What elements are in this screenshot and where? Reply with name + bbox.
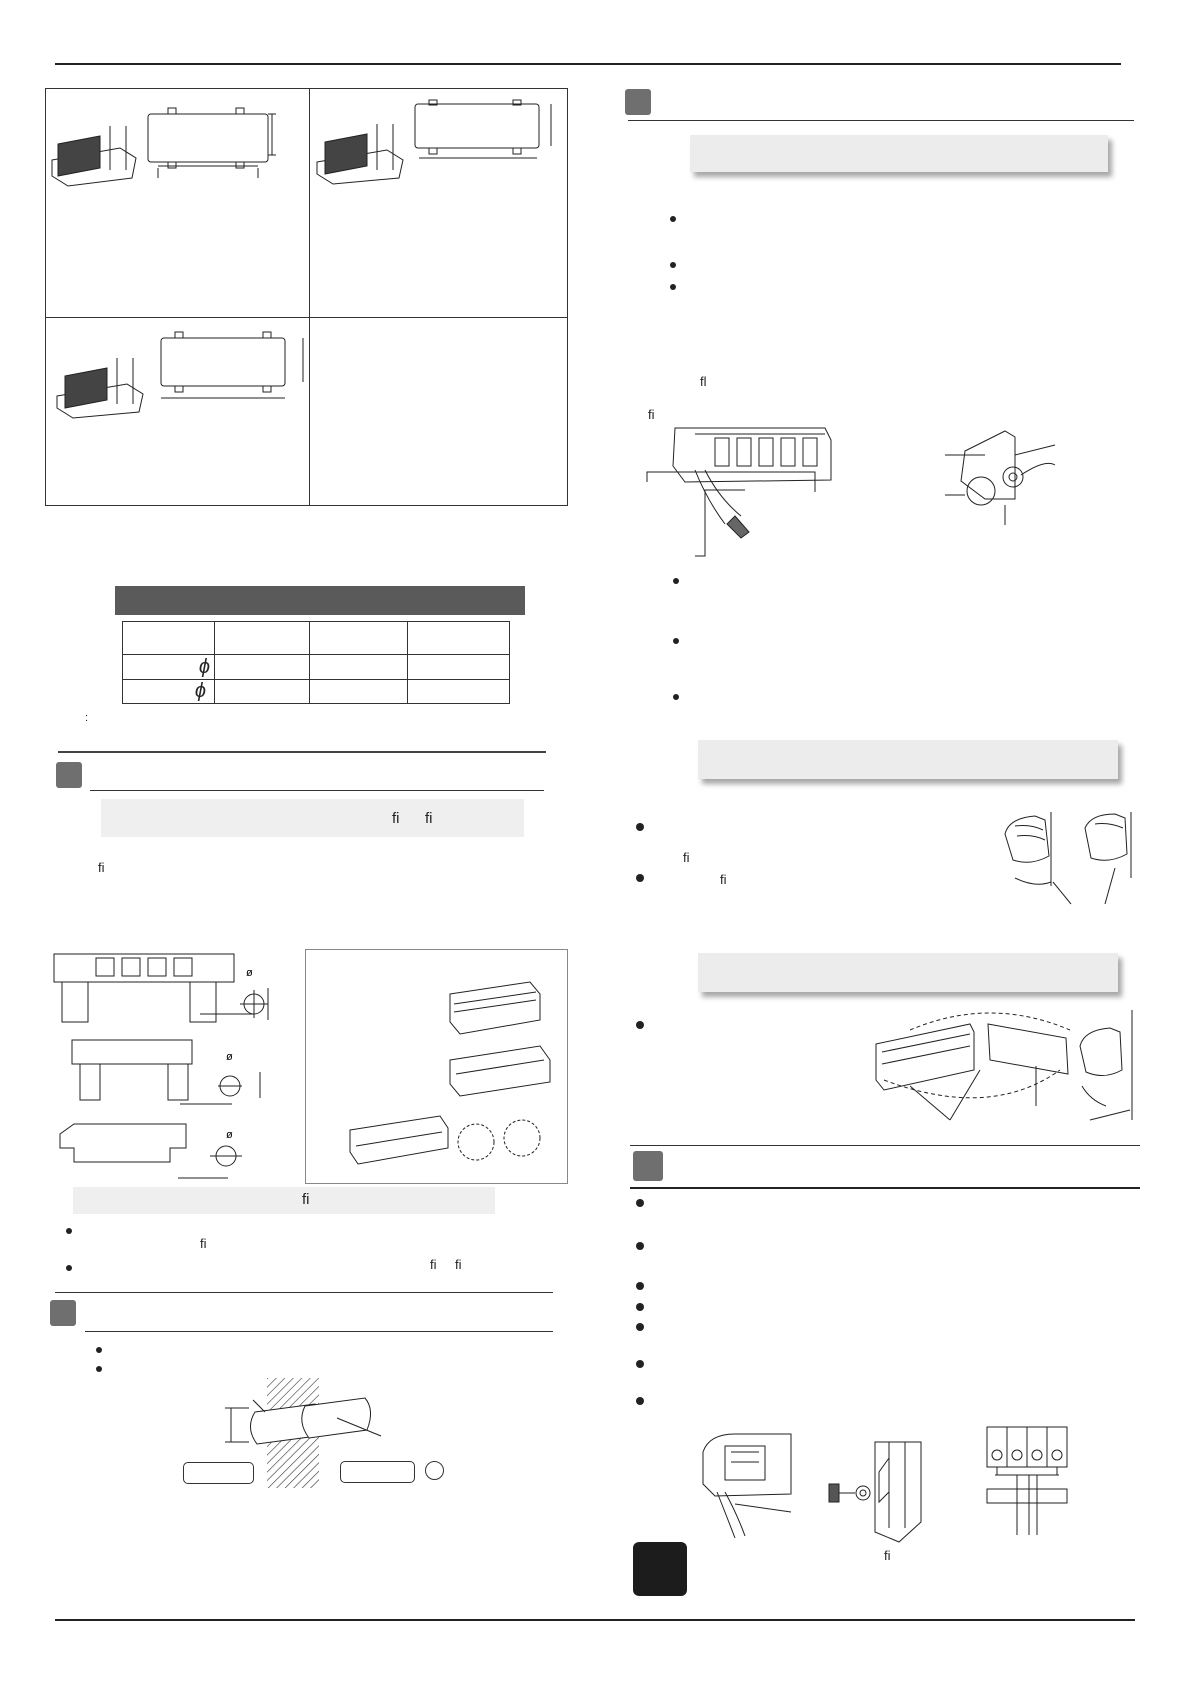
svg-text:ø: ø bbox=[246, 967, 253, 979]
bullet bbox=[673, 578, 679, 584]
ligature-fi: fi bbox=[720, 872, 727, 887]
section-a-sub-banner bbox=[73, 1187, 495, 1214]
section-c-rule bbox=[628, 120, 1134, 121]
unit-hanging-diagram bbox=[870, 1010, 1150, 1130]
ligature-fi: fi bbox=[98, 860, 105, 875]
section-d-number-badge bbox=[633, 1151, 663, 1181]
indoor-unit-piping-diagram bbox=[645, 420, 850, 560]
spec-table bbox=[122, 621, 510, 704]
bullet bbox=[636, 823, 644, 831]
screw-terminal-diagram bbox=[825, 1432, 935, 1542]
bullet bbox=[670, 284, 676, 290]
grid-divider-vertical bbox=[309, 89, 310, 505]
section-a-top-rule bbox=[58, 751, 546, 753]
section-a-number-badge bbox=[56, 762, 82, 788]
bullet bbox=[636, 1303, 644, 1311]
ligature-fi: fi bbox=[648, 407, 655, 422]
indoor-unit-diagram bbox=[330, 968, 560, 1168]
bottom-rule bbox=[55, 1619, 1135, 1621]
ligature-fi: fi bbox=[455, 1257, 462, 1272]
bullet bbox=[636, 1242, 644, 1250]
ligature-fi: fi bbox=[392, 810, 400, 827]
unit-removal-diagram bbox=[995, 808, 1145, 908]
label-box-outside bbox=[340, 1461, 415, 1483]
bullet bbox=[96, 1347, 102, 1353]
ligature-fi: fi bbox=[683, 850, 690, 865]
section-a-bottom-rule bbox=[90, 790, 544, 791]
bullet bbox=[636, 1282, 644, 1290]
mounting-plate-diagram bbox=[50, 948, 290, 1188]
bullet bbox=[670, 262, 676, 268]
section-d-bottom-rule bbox=[630, 1187, 1140, 1189]
bullet bbox=[636, 1021, 644, 1029]
bullet bbox=[96, 1366, 102, 1372]
spec-table-header-bar bbox=[115, 586, 525, 615]
section-b-bottom-rule bbox=[85, 1331, 553, 1332]
section-a-banner bbox=[101, 799, 524, 837]
ligature-fi: fi bbox=[425, 810, 433, 827]
section-b-number-badge bbox=[50, 1300, 76, 1326]
label-circle bbox=[425, 1461, 444, 1480]
bullet bbox=[636, 1323, 644, 1331]
table-note-colon: : bbox=[85, 712, 89, 724]
bullet bbox=[66, 1265, 72, 1271]
section-c-banner-1 bbox=[690, 135, 1108, 172]
section-d-top-rule bbox=[630, 1145, 1140, 1146]
pipe-diameter-symbol: ϕ bbox=[194, 680, 206, 702]
grid-divider-horizontal bbox=[46, 317, 567, 318]
section-c-number-badge bbox=[625, 89, 651, 115]
bullet bbox=[636, 1397, 644, 1405]
bullet bbox=[636, 1360, 644, 1368]
svg-text:ø: ø bbox=[226, 1129, 233, 1141]
label-box-inside bbox=[183, 1462, 254, 1484]
outdoor-unit-diagram-3 bbox=[55, 330, 310, 430]
section-c-banner-2 bbox=[698, 740, 1118, 779]
wiring-unit-diagram bbox=[695, 1432, 795, 1542]
ligature-fi: fi bbox=[884, 1548, 891, 1563]
bullet bbox=[636, 874, 644, 882]
bullet bbox=[636, 1199, 644, 1207]
svg-text:ø: ø bbox=[226, 1051, 233, 1063]
bullet bbox=[66, 1228, 72, 1234]
ligature-fi: fi bbox=[200, 1236, 207, 1251]
terminal-block-diagram bbox=[985, 1425, 1070, 1535]
ligature-fi: fi bbox=[430, 1257, 437, 1272]
warning-badge bbox=[633, 1542, 687, 1596]
bullet bbox=[670, 216, 676, 222]
outdoor-unit-diagram-1 bbox=[50, 100, 290, 200]
section-b-top-rule bbox=[55, 1292, 553, 1293]
top-rule bbox=[55, 63, 1121, 65]
outdoor-unit-diagram-2 bbox=[315, 100, 565, 200]
bullet bbox=[673, 638, 679, 644]
bullet bbox=[673, 694, 679, 700]
ligature-fi: fi bbox=[302, 1191, 310, 1208]
pipe-bend-detail-diagram bbox=[945, 425, 1055, 525]
ligature-fl: fl bbox=[700, 374, 707, 389]
section-c-banner-3 bbox=[698, 953, 1118, 992]
pipe-diameter-symbol: ϕ bbox=[198, 656, 210, 678]
